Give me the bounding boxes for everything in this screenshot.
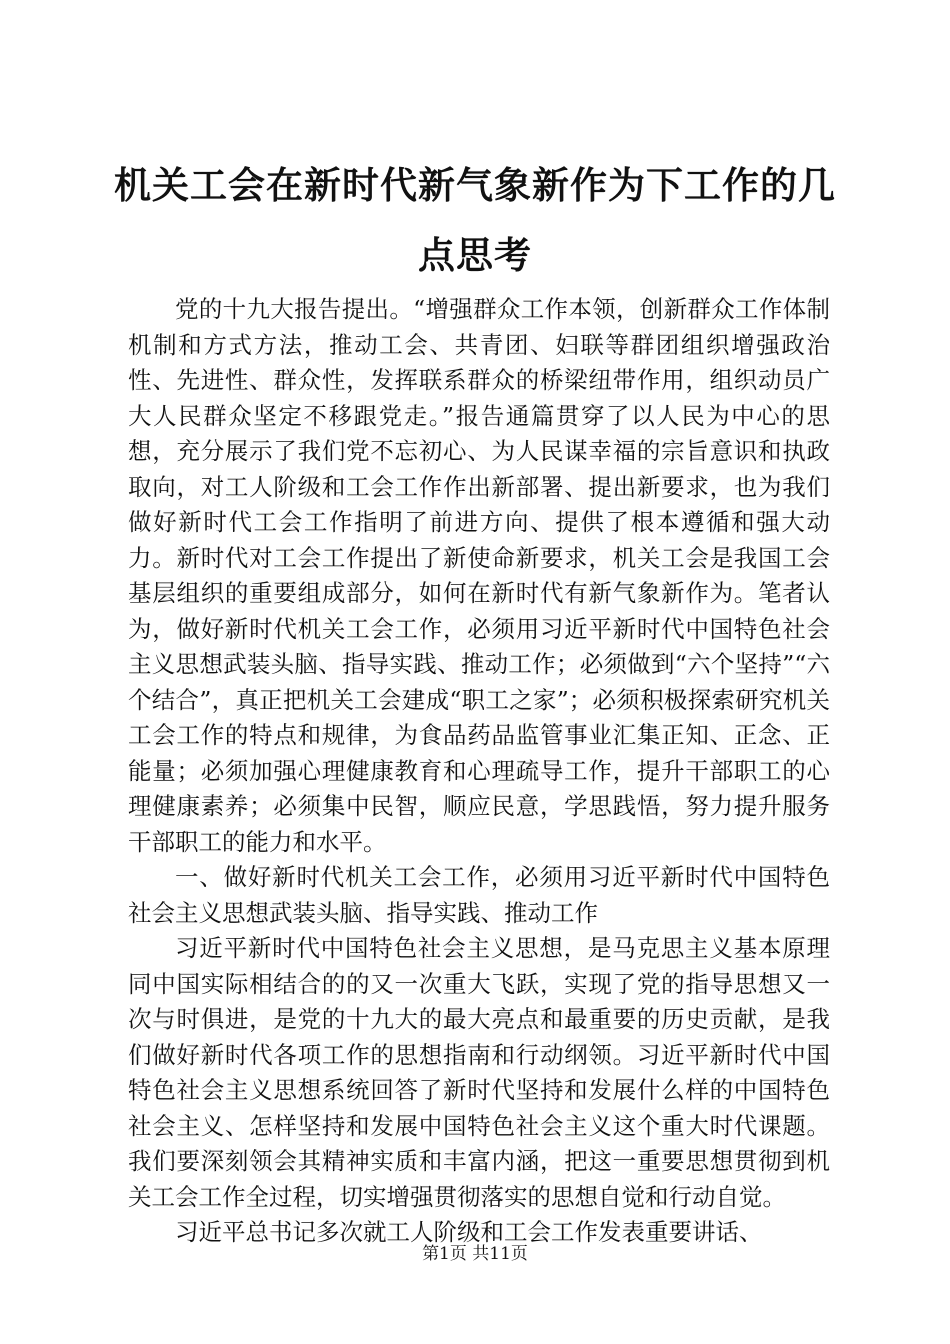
document-title: 机关工会在新时代新气象新作为下工作的几点思考 xyxy=(114,163,836,277)
paragraph-intro: 党的十九大报告提出。“增强群众工作本领，创新群众工作体制机制和方式方法，推动工会、共青团、妇联等群团组织增强政治性、先进性、群众性，发挥联系群众的桥梁纽带作用，组织动员广大人民群众坚定不移跟党走。”报告通篇贯穿了以人民为中心的思想，充分展示了我们党不忘初心、为人民谋幸福的宗旨意识和执政取向，对工人阶级和工会工作作出新部署、提出新要求，也为我们做好新时代工会工作指明了前进方向、提供了根本遵循和强大动力。新时代对工会工作提出了新使命新要求，机关工会是我国工会基层组织的重要组成部分，如何在新时代有新气象新作为。笔者认为，做好新时代机关工会工作，必须用习近平新时代中国特色社会主义思想武装头脑、指导实践、推动工作；必须做到“六个坚持”“六个结合”，真正把机关工会建成“职工之家”；必须积极探索研究机关工会工作的特点和规律，为食品药品监管事业汇集正知、正念、正能量；必须加强心理健康教育和心理疏导工作，提升干部职工的心理健康素养；必须集中民智，顺应民意，学思践悟，努力提升服务干部职工的能力和水平。 xyxy=(128,295,830,856)
paragraph-continued: 习近平总书记多次就工人阶级和工会工作发表重要讲话、 xyxy=(175,1218,763,1246)
paragraph-section-1: 习近平新时代中国特色社会主义思想，是马克思主义基本原理同中国实际相结合的的又一次重大飞跃，实现了党的指导思想又一次与时俱进，是党的十九大的最大亮点和最重要的历史贡献，是我们做好新时代各项工作的思想指南和行动纲领。习近平新时代中国特色社会主义思想系统回答了新时代坚持和发展什么样的中国特色社会主义、怎样坚持和发展中国特色社会主义这个重大时代课题。我们要深刻领会其精神实质和丰富内涵，把这一重要思想贯彻到机关工会工作全过程，切实增强贯彻落实的思想自觉和行动自觉。 xyxy=(128,934,830,1211)
document-body xyxy=(128,292,830,1251)
page-footer: 第1页 共11页 xyxy=(422,1244,528,1264)
section-heading-1: 一、做好新时代机关工会工作，必须用习近平新时代中国特色社会主义思想武装头脑、指导实践、推动工作 xyxy=(128,863,830,927)
